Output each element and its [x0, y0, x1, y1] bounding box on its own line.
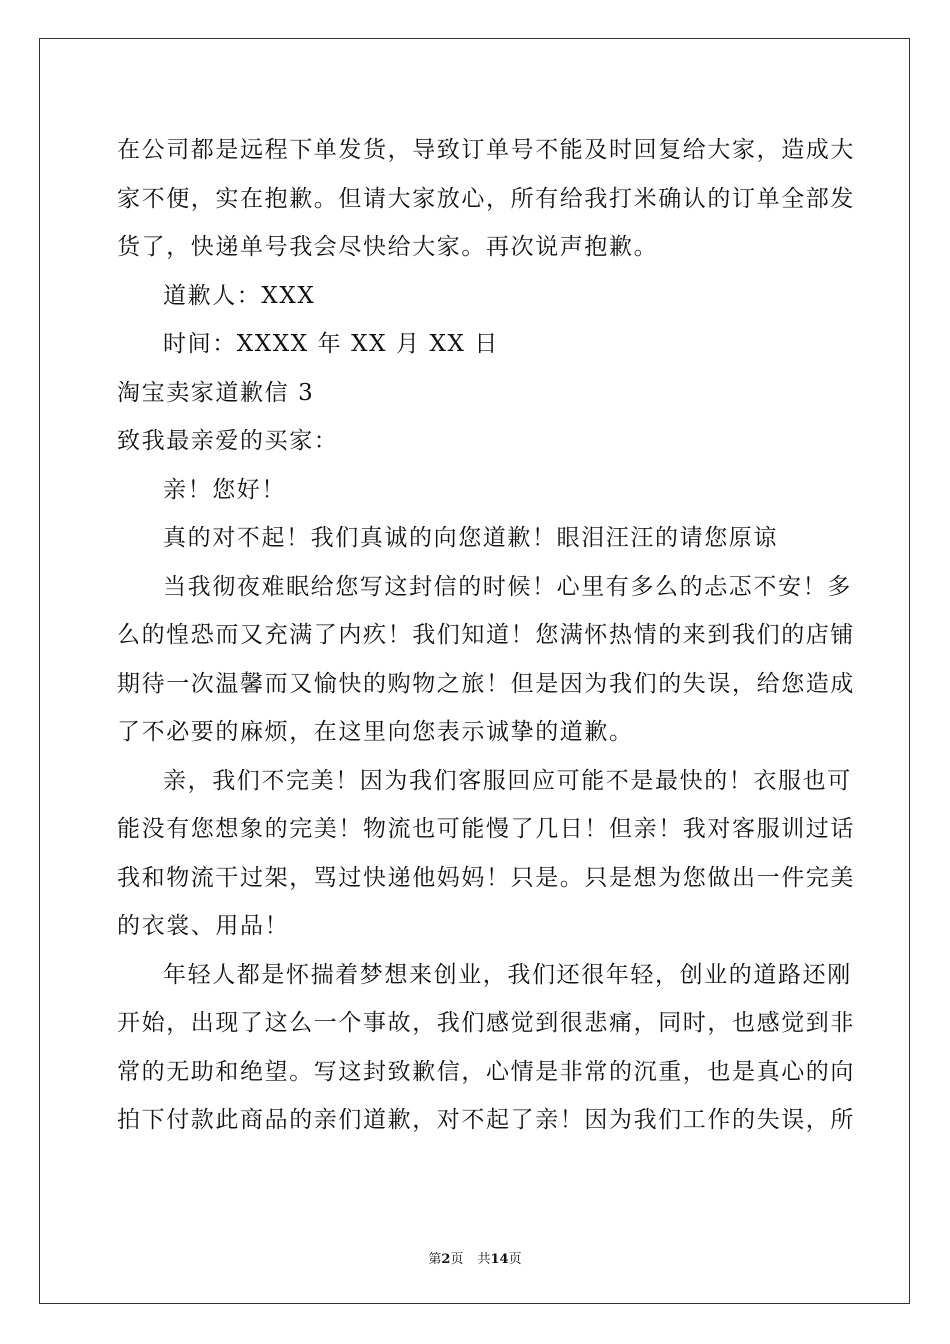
body-line: 了不必要的麻烦，在这里向您表示诚挚的道歉。 — [117, 719, 634, 745]
section-title: 淘宝卖家道歉信 3 — [117, 379, 315, 406]
body-line: 期待一次温馨而又愉快的购物之旅！但是因为我们的失误，给您造成 — [117, 670, 855, 697]
body-line: 拍下付款此商品的亲们道歉，对不起了亲！因为我们工作的失误，所 — [117, 1107, 855, 1133]
page-number: 2 — [441, 1252, 451, 1267]
body-line: 家不便，实在抱歉。但请大家放心，所有给我打米确认的订单全部发 — [117, 185, 855, 212]
total-pages: 14 — [490, 1252, 509, 1267]
body-line: 开始，出现了这么一个事故，我们感觉到很悲痛，同时，也感觉到非 — [117, 1010, 855, 1036]
body-line: 真的对不起！我们真诚的向您道歉！眼泪汪汪的请您原谅 — [163, 525, 778, 551]
total-suffix: 页 — [508, 1252, 522, 1267]
document-body — [117, 126, 855, 1145]
body-line: 么的惶恐而又充满了内疚！我们知道！您满怀热情的来到我们的店铺 — [117, 622, 855, 648]
body-line: 年轻人都是怀揣着梦想来创业，我们还很年轻，创业的道路还刚 — [163, 961, 852, 988]
body-line: 常的无助和绝望。写这封致歉信，心情是非常的沉重，也是真心的向 — [117, 1058, 855, 1085]
page-suffix: 页 — [450, 1252, 464, 1267]
body-line: 当我彻夜难眠给您写这封信的时候！心里有多么的忐忑不安！多 — [163, 573, 852, 600]
page-prefix: 第 — [428, 1252, 442, 1267]
page-footer — [0, 1248, 950, 1267]
body-line: 在公司都是远程下单发货，导致订单号不能及时回复给大家，造成大 — [117, 137, 855, 163]
body-line: 能没有您想象的完美！物流也可能慢了几日！但亲！我对客服训过话 — [117, 816, 855, 842]
body-line: 亲，我们不完美！因为我们客服回应可能不是最快的！衣服也可 — [163, 767, 852, 794]
body-line: 我和物流干过架，骂过快递他妈妈！只是。只是想为您做出一件完美 — [117, 864, 855, 891]
greeting: 亲！您好！ — [163, 476, 286, 503]
total-prefix: 共 — [477, 1252, 491, 1267]
body-line: 的衣裳、用品！ — [117, 913, 290, 939]
salutation: 致我最亲爱的买家： — [117, 428, 339, 454]
body-line: 货了，快递单号我会尽快给大家。再次说声抱歉。 — [117, 234, 659, 260]
date-line: 时间：XXXX 年 XX 月 XX 日 — [163, 331, 499, 357]
apologizer-line: 道歉人：XXX — [163, 282, 316, 309]
